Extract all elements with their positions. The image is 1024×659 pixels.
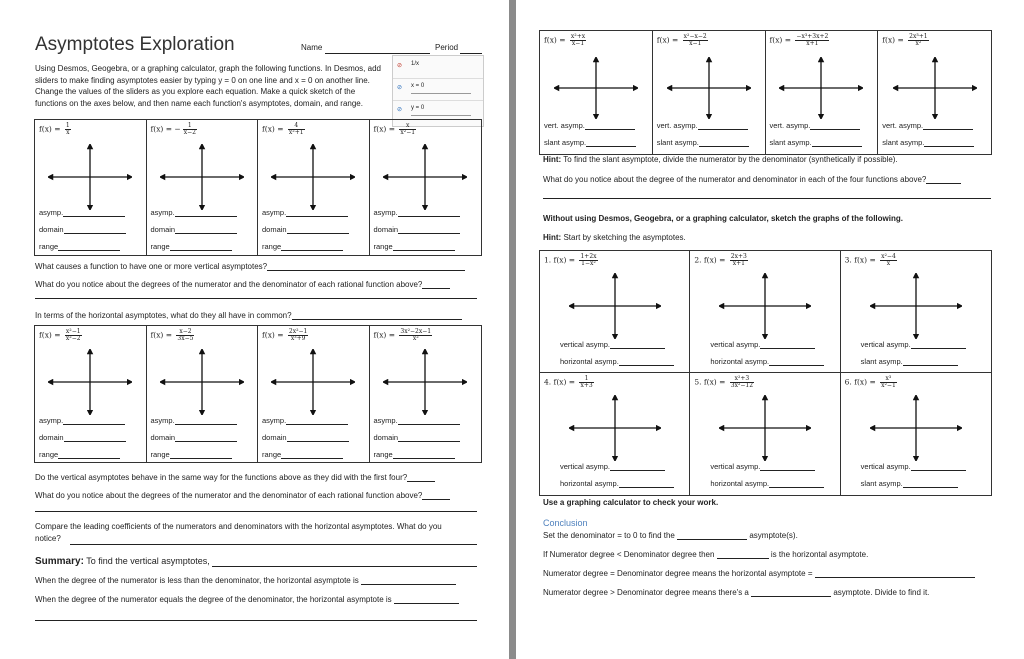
answer-label: vert. asymp. [657,121,748,130]
function-cell [766,31,879,154]
answer-label: domain [39,225,126,234]
axes-icon [667,57,751,119]
answer-label: asymp. [374,208,460,217]
function-grid-3 [539,30,992,155]
function-cell [540,31,653,154]
answer-label: range [151,450,232,459]
answer-label: slant asymp. [544,138,636,147]
answer-label: domain [374,433,461,442]
axes-icon [160,144,244,210]
answer-label: vertical asymp. [710,462,815,471]
function-expression: f(x) = $\frac{\text{2x³+1}}{\text{x²}}$ [882,33,928,47]
sketch-grid [539,250,992,496]
period-label: Period [435,42,482,54]
answer-label: horizontal asymp. [710,357,824,366]
function-cell [370,326,482,462]
hint-asymptotes: Hint: Start by sketching the asymptotes. [543,233,686,242]
desmos-slider-icon: ⊘ [397,107,403,113]
function-cell [147,120,259,255]
axes-icon [893,57,977,119]
axes-icon [383,349,467,415]
axes-icon [779,57,863,119]
answer-label: slant asymp. [882,138,974,147]
function-expression: f(x) = $\frac{\text{x²−1}}{\text{x²−2}}$ [39,328,81,342]
function-expression: 1. f(x) = $\frac{1+2x}{\text{1−x²}}$ [544,253,597,267]
intro-text: Using Desmos, Geogebra, or a graphing calculator, graph the following functions. In Desmos, add sliders to make finding asymptotes easier by typing y = 0 on one line and x = 0 on another line. Change the values of the sliders as you explore each equation. Make a quick sketch of the functions on the axes below, and then name each function's asymptotes, domain, and range. [35,64,381,108]
function-expression: 6. f(x) = $\frac{\text{x³}}{\text{x²−1}}$ [844,375,896,389]
answer-label: vertical asymp. [861,340,966,349]
function-expression: f(x) = $\frac{\text{x²+x}}{x-1}$ [544,33,586,47]
desmos-row-3: y = 0 [411,105,425,111]
question-6: Compare the leading coefficients of the numerators and denominators with the horizontal asymptotes. What do you [35,522,442,531]
answer-label: range [151,242,232,251]
answer-label: vertical asymp. [560,462,665,471]
axes-icon [719,273,811,339]
summary-line-1: When the degree of the numerator is less than the denominator, the horizontal asymptote is [35,576,456,585]
function-expression: f(x) = $\frac{1}{x}$ [39,122,70,136]
function-cell [258,120,370,255]
conclusion-3: Numerator degree = Denominator degree means the horizontal asymptote = [543,569,975,578]
function-cell [147,326,259,462]
function-cell [258,326,370,462]
summary: Summary: To find the vertical asymptotes, [35,556,477,567]
function-cell [653,31,766,154]
hint-slant: Hint: To find the slant asymptote, divide the numerator by the denominator (synthetically if possible). [543,155,898,164]
question-7: What do you notice about the degree of the numerator and denominator in each of the four functions above? [543,175,961,184]
function-expression: f(x) = $\frac{\text{3x²−2x−1}}{\text{x²}}$ [373,328,432,342]
desmos-icon: ⊘ [397,63,403,69]
answer-label: asymp. [151,208,237,217]
axes-icon [870,395,962,461]
question-5: What do you notice about the degrees of the numerator and the denominator of each rational function above? [35,491,450,500]
page-title: Asymptotes Exploration [35,34,235,55]
answer-label: vert. asymp. [882,121,973,130]
function-expression: 5. f(x) = $\frac{\text{x²+3}}{\text{3x²−12}}$ [694,375,754,389]
function-expression: 3. f(x) = $\frac{\text{x²−4}}{x}$ [844,253,896,267]
desmos-slider-icon: ⊘ [397,85,403,91]
question-6-cont: notice? [35,534,61,543]
axes-icon [870,273,962,339]
answer-label: range [374,242,455,251]
function-expression: 2. f(x) = $\frac{2x+3}{x+1}$ [694,253,747,267]
question-3: In terms of the horizontal asymptotes, what do they all have in common? [35,311,462,320]
answer-label: asymp. [262,416,348,425]
question-1: What causes a function to have one or more vertical asymptotes? [35,262,465,271]
answer-label: slant asymp. [861,479,958,488]
answer-label: asymp. [39,208,125,217]
answer-label: horizontal asymp. [710,479,824,488]
answer-label: domain [39,433,126,442]
function-expression: f(x) = $\frac{\text{x²−x−2}}{x-1}$ [656,33,707,47]
function-expression: f(x) = $\frac{\text{2x²−1}}{\text{x³+9}}$ [262,328,308,342]
answer-label: asymp. [262,208,348,217]
answer-label: vertical asymp. [710,340,815,349]
function-cell [540,251,690,373]
function-cell [690,251,840,373]
worksheet-page-right [516,0,1024,659]
function-cell [370,120,482,255]
function-expression: f(x) = $\frac{4}{\text{x²+1}}$ [262,122,304,136]
function-grid-1 [34,119,482,256]
answer-label: range [374,450,455,459]
answer-label: range [39,242,120,251]
answer-label: horizontal asymp. [560,357,674,366]
answer-label: vert. asymp. [544,121,635,130]
axes-icon [160,349,244,415]
axes-icon [383,144,467,210]
answer-label: asymp. [374,416,460,425]
function-cell [35,326,147,462]
sketch-instructions: Without using Desmos, Geogebra, or a graphing calculator, sketch the graphs of the following. [543,214,903,223]
question-4: Do the vertical asymptotes behave in the same way for the functions above as they did with the first four? [35,473,435,482]
answer-label: vertical asymp. [560,340,665,349]
conclusion-1: Set the denominator = to 0 to find the asymptote(s). [543,531,798,540]
axes-icon [569,395,661,461]
function-expression: f(x) = $\frac{x}{\text{x²−1}}$ [373,122,416,136]
desmos-inset [392,55,484,127]
summary-line-2: When the degree of the numerator equals the degree of the denominator, the horizontal asymptote is [35,595,459,604]
axes-icon [554,57,638,119]
answer-label: slant asymp. [861,357,958,366]
function-grid-2 [34,325,482,463]
axes-icon [271,144,355,210]
axes-icon [719,395,811,461]
function-cell [540,373,690,495]
conclusion-4: Numerator degree > Denominator degree means there's a asymptote. Divide to find it. [543,588,930,597]
answer-label: slant asymp. [657,138,749,147]
function-cell [841,373,991,495]
axes-icon [569,273,661,339]
answer-label: vertical asymp. [861,462,966,471]
desmos-row-1: 1/x [411,61,420,67]
answer-label: range [262,450,343,459]
answer-label: asymp. [39,416,125,425]
function-expression: f(x) = $\frac{x-2}{3x-5}$ [150,328,194,342]
function-cell [841,251,991,373]
axes-icon [271,349,355,415]
answer-label: asymp. [151,416,237,425]
answer-label: horizontal asymp. [560,479,674,488]
answer-label: vert. asymp. [770,121,861,130]
function-expression: f(x) = $\frac{\text{−x³+3x+2}}{x+1}$ [769,33,829,47]
axes-icon [48,349,132,415]
name-label: Name [301,42,430,54]
answer-label: domain [262,433,349,442]
worksheet-page-left [0,0,509,659]
check-note: Use a graphing calculator to check your work. [543,498,719,507]
function-expression: 4. f(x) = $\frac{1}{x+3}$ [544,375,593,389]
conclusion-2: If Numerator degree < Denominator degree then is the horizontal asymptote. [543,550,869,559]
function-expression: f(x) = − $\frac{1}{x-2}$ [150,122,196,136]
question-2: What do you notice about the degrees of the numerator and the denominator of each rational function above? [35,280,450,289]
answer-label: domain [262,225,349,234]
function-cell [878,31,991,154]
answer-label: range [39,450,120,459]
desmos-row-2: x = 0 [411,83,425,89]
answer-label: range [262,242,343,251]
answer-label: slant asymp. [770,138,862,147]
conclusion-title: Conclusion [543,518,588,528]
answer-label: domain [151,225,238,234]
function-cell [35,120,147,255]
axes-icon [48,144,132,210]
answer-label: domain [374,225,461,234]
function-cell [690,373,840,495]
answer-label: domain [151,433,238,442]
